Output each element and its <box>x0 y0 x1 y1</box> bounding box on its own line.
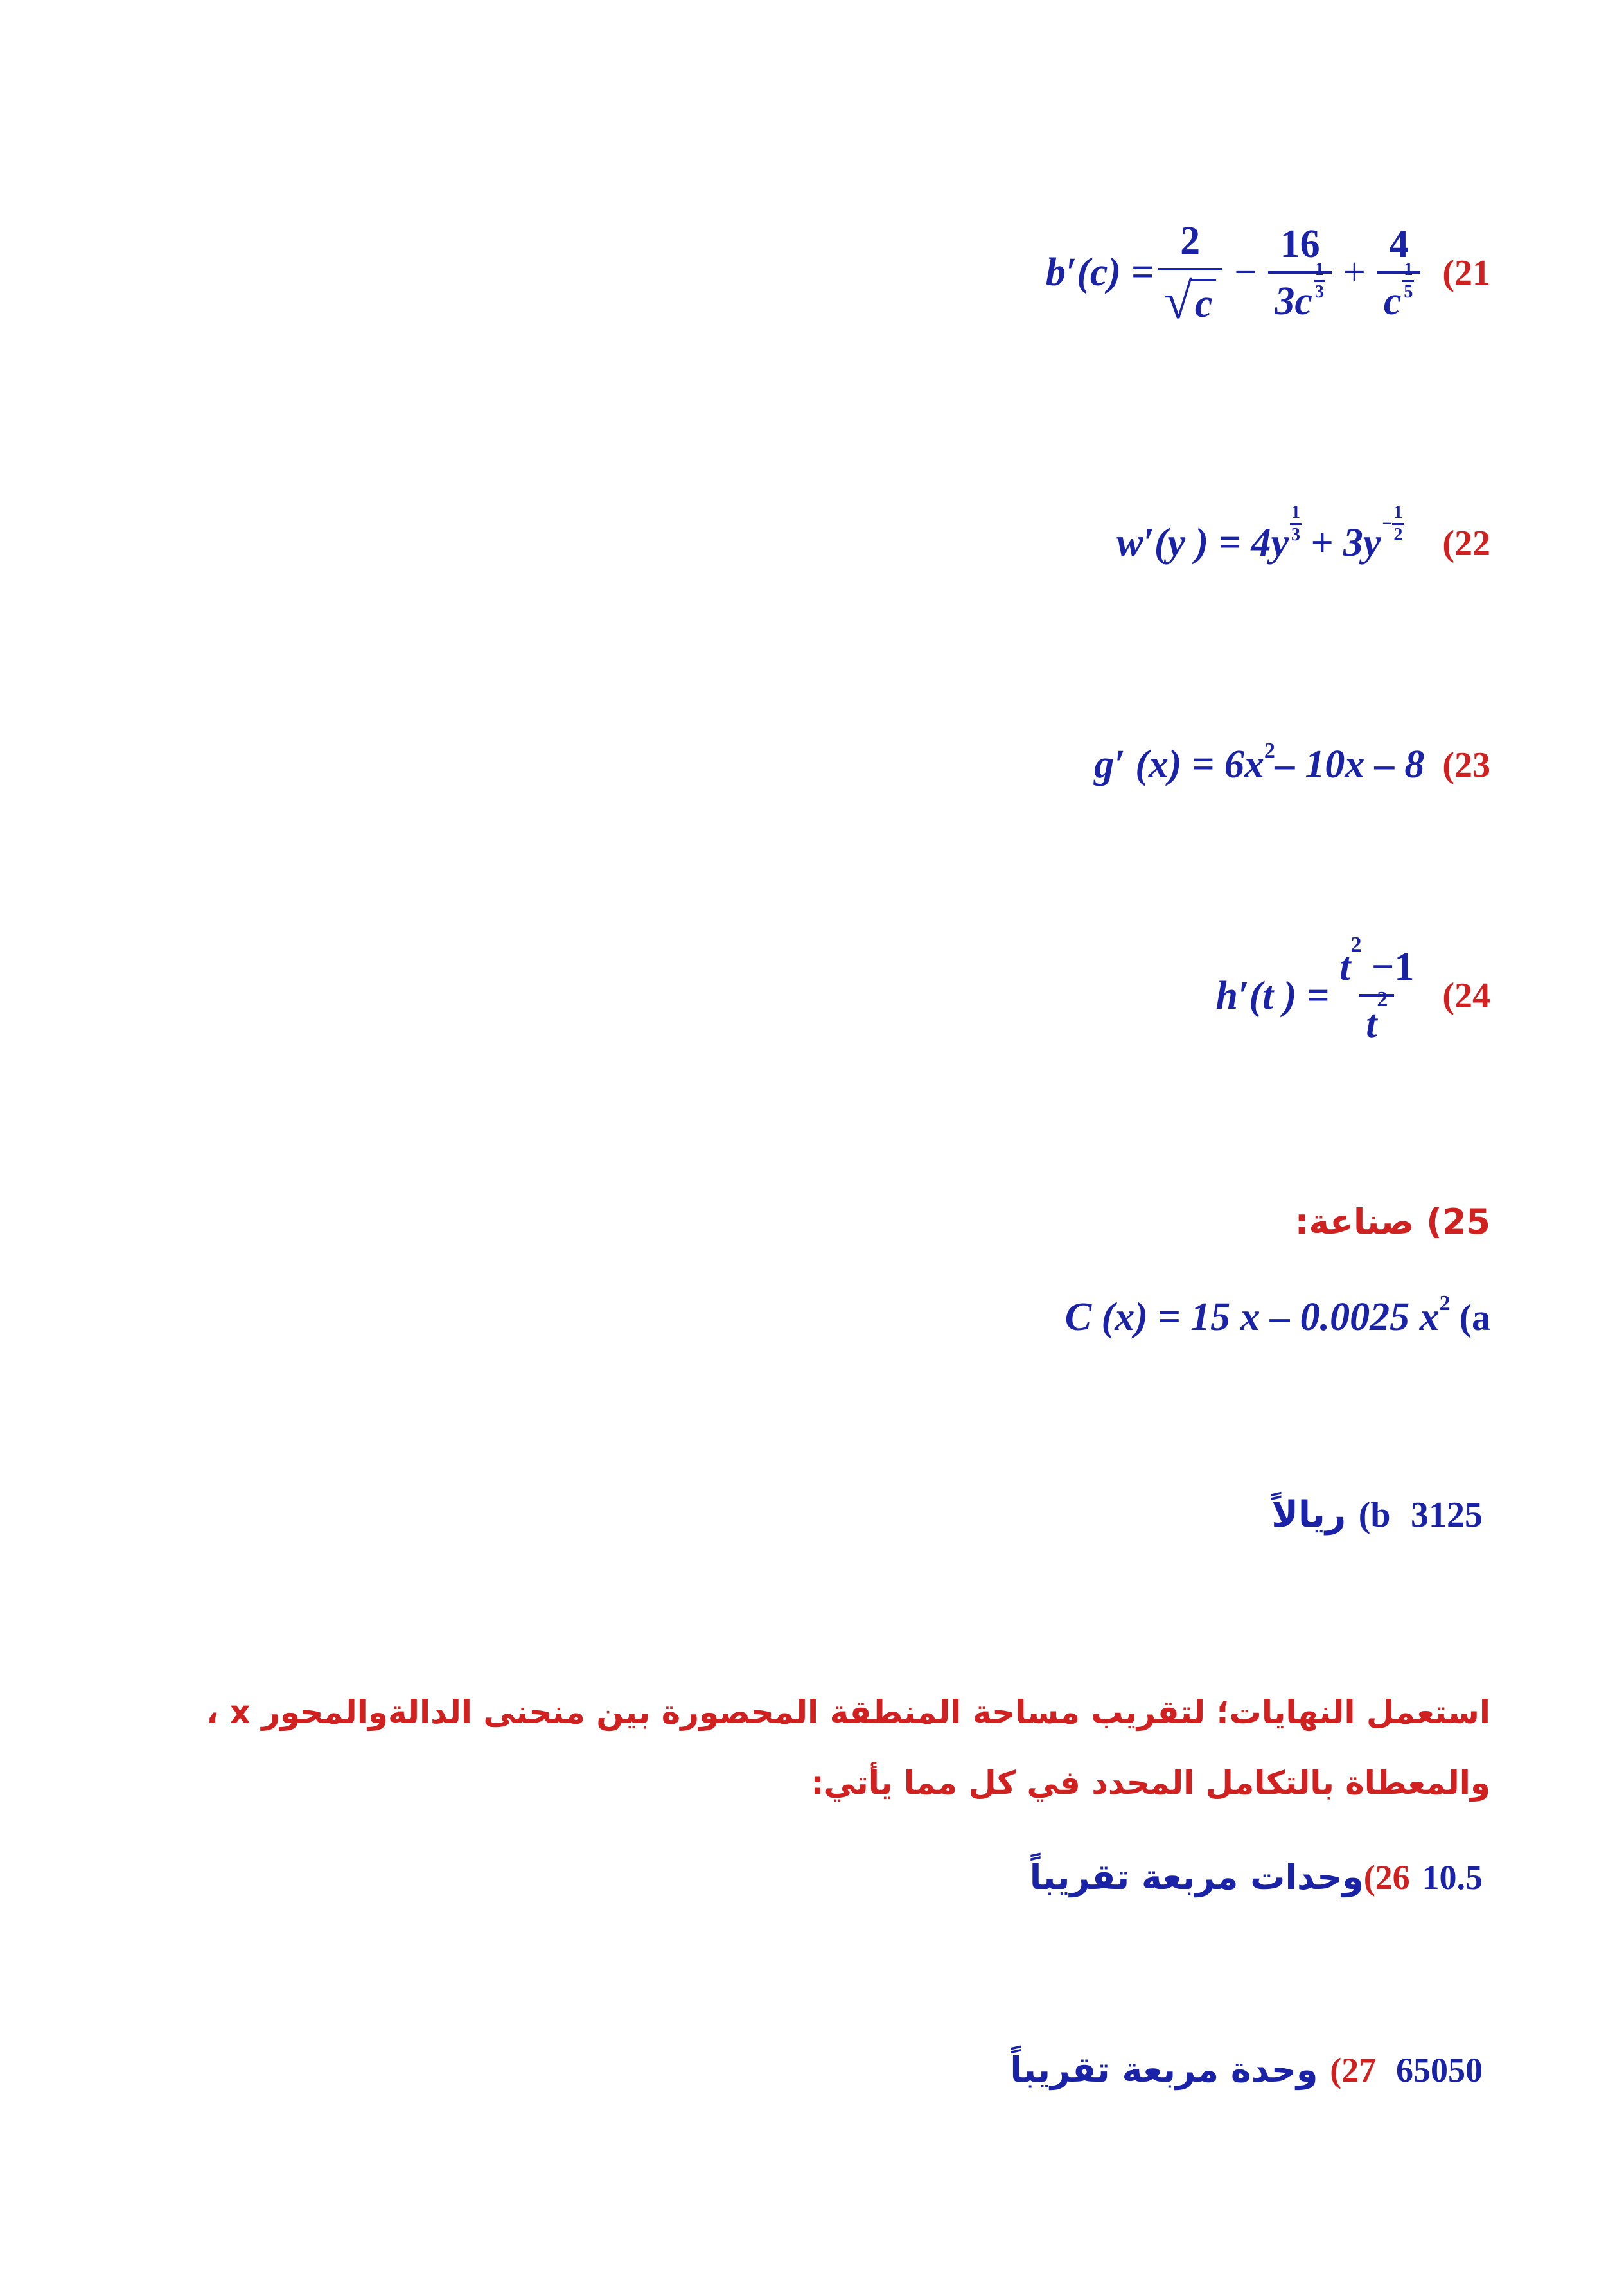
item-number: (26 <box>1363 1858 1410 1897</box>
sqrt: √ c <box>1164 276 1216 327</box>
item-letter: (b <box>1358 1495 1391 1535</box>
item-number: (23 <box>1442 745 1490 785</box>
item-number: (21 <box>1442 253 1490 293</box>
formula-23: g′ (x) = 6x 2 – 10x – 8 <box>1094 738 1425 786</box>
answer-21 <box>1045 218 1490 330</box>
answer-25a <box>1064 1291 1490 1340</box>
fraction: $t^2 -1$ t 2 <box>1339 933 1415 1046</box>
item-number: (25 <box>1426 1201 1490 1242</box>
fraction: 2 √ c <box>1158 218 1222 327</box>
formula-24: h′(t ) = $t^2 -1$ t 2 <box>1215 944 1424 1047</box>
answer-27: (27 65050 وحدة مربعة تقريباً <box>1010 2050 1483 2090</box>
item-number: (22 <box>1442 523 1490 563</box>
answer-25-heading: (25 صناعة: <box>1294 1201 1490 1242</box>
formula-22: w′(y ) = 4y 1 3 + 3y − $\frac{1}{2}$ <box>1116 502 1403 565</box>
item-number: (24 <box>1442 976 1490 1016</box>
answer-26: (26 10.5وحدات مربعة تقريباً <box>1029 1857 1483 1897</box>
fraction: 4 c 1 5 <box>1377 222 1421 324</box>
answer-22 <box>1116 502 1490 566</box>
formula-25a: C (x) = 15 x – 0.0025 x 2 <box>1064 1291 1451 1339</box>
instruction-paragraph: استعمل النهايات؛ لتقريب مساحة المنطقة المحصورة بين منحنى الدالةوالمحور x ، والمعطاة بالتكامل المحدد في كل مما يأتي: <box>206 1694 1490 1802</box>
item-letter: (a <box>1459 1297 1490 1338</box>
item-number: (27 <box>1330 2051 1377 2089</box>
answer-24 <box>1215 933 1490 1047</box>
fraction: 16 3c 1 3 <box>1268 222 1332 324</box>
answer-25b: (b 3125 ريالاً <box>1271 1494 1483 1536</box>
formula-21: b′(c) = 2 √ c − 16 3c 1 3 + 4 c 1 5 <box>1046 218 1425 327</box>
answer-23 <box>1094 738 1490 788</box>
